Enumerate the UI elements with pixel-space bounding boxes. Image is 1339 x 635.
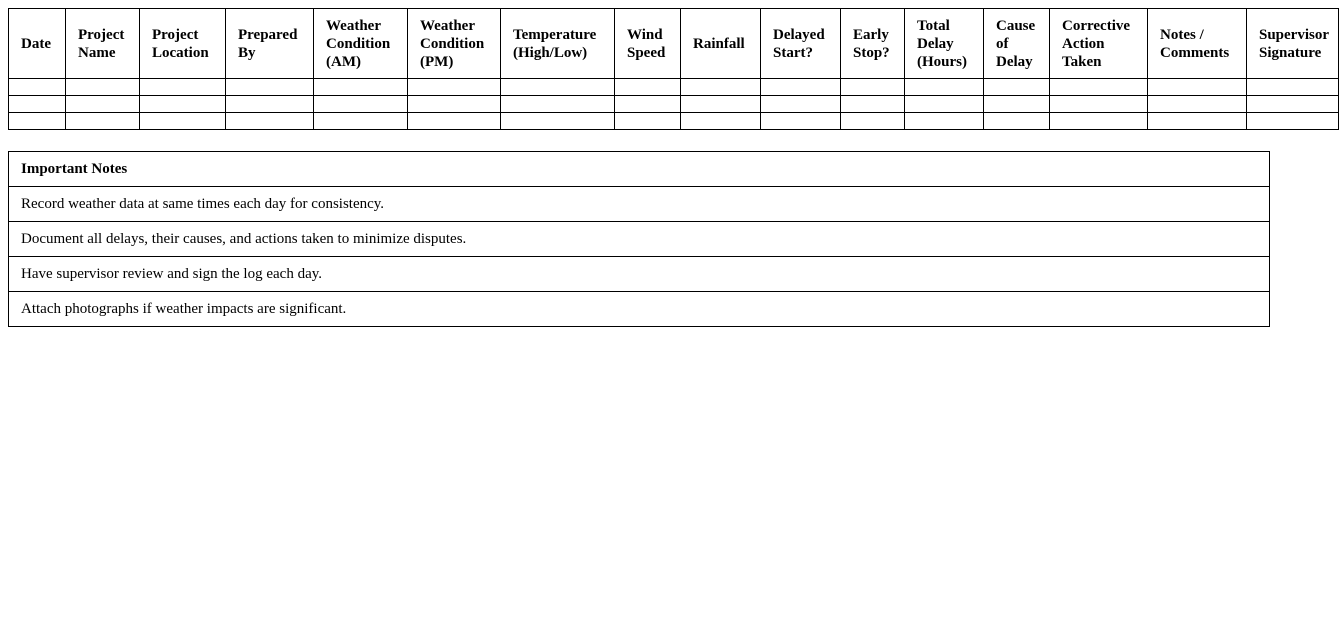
log-cell[interactable] [1148,79,1247,96]
log-cell[interactable] [615,79,681,96]
log-row [9,79,1339,96]
col-header-notes-comments: Notes / Comments [1148,9,1247,79]
log-cell[interactable] [681,79,761,96]
note-row [9,222,1270,257]
log-cell[interactable] [314,79,408,96]
note-item: Record weather data at same times each day for consistency. [9,187,1270,222]
log-cell[interactable] [761,79,841,96]
log-cell[interactable] [226,79,314,96]
log-header-row [9,9,1339,79]
col-header-wind-speed: Wind Speed [615,9,681,79]
important-notes-table [8,151,1270,327]
log-cell[interactable] [681,113,761,130]
log-cell[interactable] [984,113,1050,130]
log-row [9,96,1339,113]
log-cell[interactable] [408,79,501,96]
col-header-rainfall: Rainfall [681,9,761,79]
col-header-delayed-start: Delayed Start? [761,9,841,79]
col-header-prepared-by: Prepared By [226,9,314,79]
col-header-weather-pm: Weather Condition (PM) [408,9,501,79]
log-cell[interactable] [66,79,140,96]
log-cell[interactable] [905,96,984,113]
log-cell[interactable] [1148,113,1247,130]
log-cell[interactable] [1050,79,1148,96]
log-cell[interactable] [9,79,66,96]
log-cell[interactable] [66,96,140,113]
weather-delay-log-table [8,8,1339,130]
log-cell[interactable] [226,96,314,113]
col-header-weather-am: Weather Condition (AM) [314,9,408,79]
log-cell[interactable] [140,79,226,96]
log-cell[interactable] [905,79,984,96]
log-cell[interactable] [841,96,905,113]
log-cell[interactable] [984,79,1050,96]
log-cell[interactable] [681,96,761,113]
log-row [9,113,1339,130]
col-header-temperature: Temperature (High/Low) [501,9,615,79]
log-cell[interactable] [408,113,501,130]
col-header-project-location: Project Location [140,9,226,79]
note-row [9,257,1270,292]
note-item: Have supervisor review and sign the log each day. [9,257,1270,292]
log-cell[interactable] [761,113,841,130]
note-item: Document all delays, their causes, and actions taken to minimize disputes. [9,222,1270,257]
note-row [9,292,1270,327]
log-cell[interactable] [905,113,984,130]
notes-title: Important Notes [9,152,1270,187]
col-header-project-name: Project Name [66,9,140,79]
log-cell[interactable] [615,113,681,130]
log-cell[interactable] [1050,96,1148,113]
col-header-early-stop: Early Stop? [841,9,905,79]
log-cell[interactable] [226,113,314,130]
notes-title-row [9,152,1270,187]
col-header-total-delay: Total Delay (Hours) [905,9,984,79]
log-cell[interactable] [9,96,66,113]
col-header-corrective-action: Corrective Action Taken [1050,9,1148,79]
log-cell[interactable] [314,96,408,113]
log-cell[interactable] [9,113,66,130]
log-cell[interactable] [1247,96,1339,113]
log-cell[interactable] [140,113,226,130]
log-cell[interactable] [1247,79,1339,96]
log-cell[interactable] [66,113,140,130]
log-cell[interactable] [761,96,841,113]
log-cell[interactable] [314,113,408,130]
log-cell[interactable] [501,79,615,96]
log-cell[interactable] [501,96,615,113]
log-cell[interactable] [984,96,1050,113]
log-cell[interactable] [408,96,501,113]
log-cell[interactable] [501,113,615,130]
log-cell[interactable] [841,113,905,130]
log-cell[interactable] [140,96,226,113]
col-header-supervisor-signature: Supervisor Signature [1247,9,1339,79]
col-header-cause-of-delay: Cause of Delay [984,9,1050,79]
log-cell[interactable] [1247,113,1339,130]
weather-log-wrapper [8,8,1330,130]
log-cell[interactable] [1148,96,1247,113]
log-cell[interactable] [615,96,681,113]
note-row [9,187,1270,222]
log-cell[interactable] [841,79,905,96]
col-header-date: Date [9,9,66,79]
note-item: Attach photographs if weather impacts are significant. [9,292,1270,327]
log-cell[interactable] [1050,113,1148,130]
